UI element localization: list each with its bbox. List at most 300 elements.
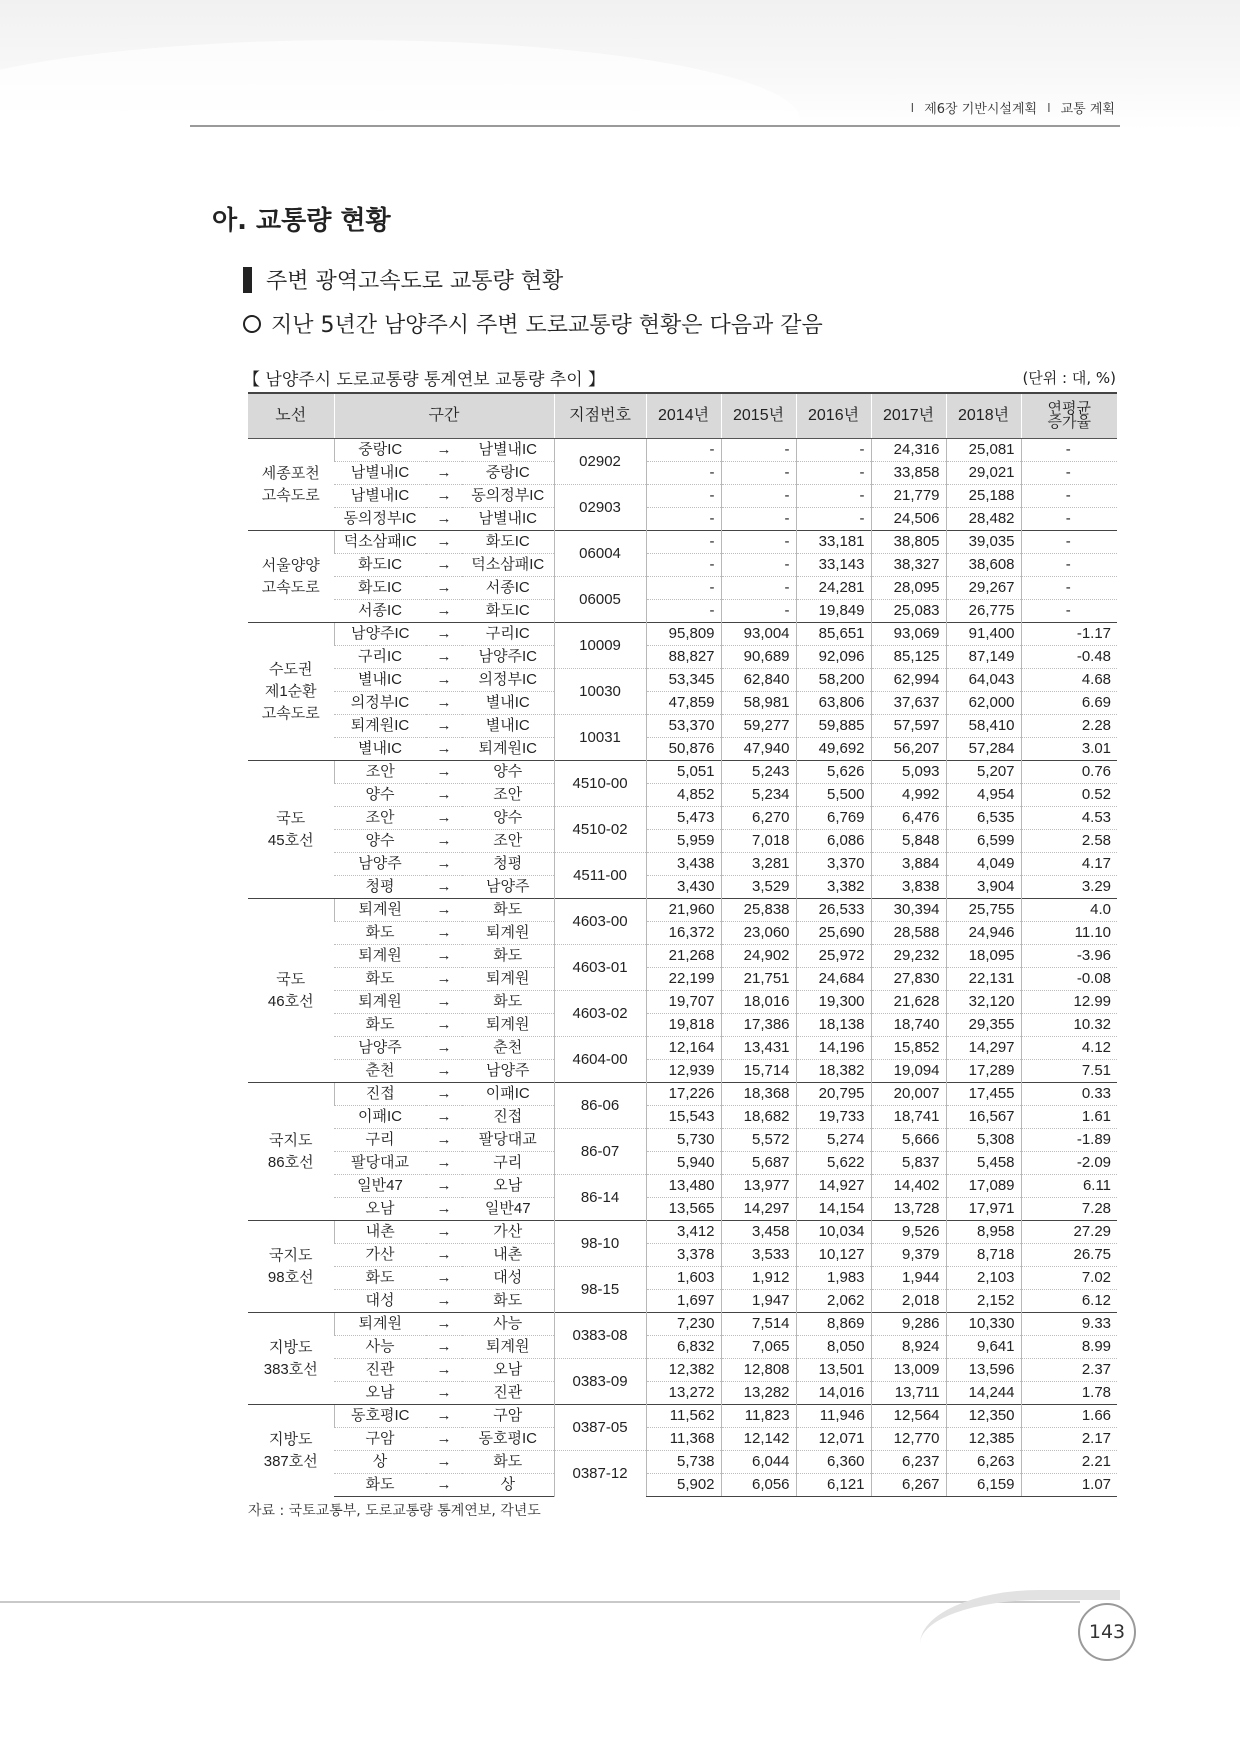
table-row	[248, 1198, 1117, 1221]
table-row	[248, 1313, 1117, 1336]
table-row	[248, 1175, 1117, 1198]
table-row	[248, 1152, 1117, 1175]
section-from-cell: 춘천	[334, 1060, 426, 1083]
value-2015-cell: 5,243	[721, 761, 796, 784]
table-row	[248, 899, 1117, 922]
value-2014-cell: 19,818	[646, 1014, 721, 1037]
value-2017-cell: 9,526	[871, 1221, 946, 1244]
value-2018-cell: 17,089	[946, 1175, 1021, 1198]
value-2017-cell: 5,848	[871, 830, 946, 853]
value-2016-cell: 20,795	[796, 1083, 871, 1106]
section-from-cell: 남별내IC	[334, 462, 426, 485]
value-2016-cell: 10,034	[796, 1221, 871, 1244]
value-2018-cell: 9,641	[946, 1336, 1021, 1359]
value-2015-cell: 21,751	[721, 968, 796, 991]
value-2018-cell: 28,482	[946, 508, 1021, 531]
table-header-row	[248, 393, 1117, 439]
table-row	[248, 462, 1117, 485]
value-2015-cell: 12,808	[721, 1359, 796, 1382]
arrow-icon: →	[426, 577, 462, 600]
header-2018: 2018년	[946, 393, 1021, 439]
section-from-cell: 의정부IC	[334, 692, 426, 715]
value-2014-cell: 16,372	[646, 922, 721, 945]
value-2018-cell: 25,081	[946, 439, 1021, 462]
value-2014-cell: 1,697	[646, 1290, 721, 1313]
route-name-cell: 수도권 제1순환 고속도로	[248, 623, 334, 761]
value-2016-cell: 58,200	[796, 669, 871, 692]
section-from-cell: 퇴계원	[334, 945, 426, 968]
route-name-cell: 지방도 387호선	[248, 1405, 334, 1497]
value-2014-cell: -	[646, 485, 721, 508]
growth-rate-cell: 4.12	[1021, 1037, 1117, 1060]
value-2015-cell: 6,270	[721, 807, 796, 830]
section-from-cell: 일반47	[334, 1175, 426, 1198]
section-from-cell: 구리IC	[334, 646, 426, 669]
value-2014-cell: 13,480	[646, 1175, 721, 1198]
value-2015-cell: 1,912	[721, 1267, 796, 1290]
point-code-cell: 4510-02	[554, 807, 646, 853]
value-2016-cell: 25,972	[796, 945, 871, 968]
table-row	[248, 623, 1117, 646]
table-row	[248, 1014, 1117, 1037]
growth-rate-cell: -	[1021, 508, 1117, 531]
value-2015-cell: 6,044	[721, 1451, 796, 1474]
value-2018-cell: 2,152	[946, 1290, 1021, 1313]
breadcrumb-chapter: 제6장 기반시설계획	[924, 102, 1038, 117]
table-row	[248, 600, 1117, 623]
value-2016-cell: 49,692	[796, 738, 871, 761]
growth-rate-cell: 7.28	[1021, 1198, 1117, 1221]
table-row	[248, 554, 1117, 577]
section-from-cell: 조안	[334, 761, 426, 784]
value-2016-cell: 19,849	[796, 600, 871, 623]
footer-divider	[0, 1601, 1080, 1603]
table-row	[248, 1290, 1117, 1313]
growth-rate-cell: 0.52	[1021, 784, 1117, 807]
point-code-cell: 4603-00	[554, 899, 646, 945]
value-2018-cell: 26,775	[946, 600, 1021, 623]
value-2016-cell: 5,622	[796, 1152, 871, 1175]
value-2017-cell: 62,994	[871, 669, 946, 692]
value-2014-cell: 21,960	[646, 899, 721, 922]
arrow-icon: →	[426, 1290, 462, 1313]
value-2015-cell: 18,368	[721, 1083, 796, 1106]
arrow-icon: →	[426, 1244, 462, 1267]
value-2015-cell: -	[721, 439, 796, 462]
arrow-icon: →	[426, 738, 462, 761]
growth-rate-cell: -	[1021, 439, 1117, 462]
value-2017-cell: 9,379	[871, 1244, 946, 1267]
growth-rate-cell: -	[1021, 531, 1117, 554]
point-code-cell: 10031	[554, 715, 646, 761]
header-2016: 2016년	[796, 393, 871, 439]
value-2015-cell: 3,281	[721, 853, 796, 876]
value-2017-cell: 19,094	[871, 1060, 946, 1083]
section-from-cell: 화도	[334, 1267, 426, 1290]
value-2018-cell: 3,904	[946, 876, 1021, 899]
value-2017-cell: 57,597	[871, 715, 946, 738]
value-2014-cell: 53,370	[646, 715, 721, 738]
arrow-icon: →	[426, 1405, 462, 1428]
table-row	[248, 646, 1117, 669]
table-row	[248, 1451, 1117, 1474]
value-2014-cell: 1,603	[646, 1267, 721, 1290]
value-2018-cell: 12,350	[946, 1405, 1021, 1428]
source-note: 자료 : 국토교통부, 도로교통량 통계연보, 각년도	[248, 1503, 541, 1519]
section-from-cell: 동의정부IC	[334, 508, 426, 531]
value-2016-cell: 11,946	[796, 1405, 871, 1428]
heading-bar-icon	[243, 267, 252, 293]
section-to-cell: 구암	[462, 1405, 554, 1428]
value-2015-cell: 62,840	[721, 669, 796, 692]
value-2014-cell: 7,230	[646, 1313, 721, 1336]
value-2015-cell: 11,823	[721, 1405, 796, 1428]
table-body	[248, 439, 1117, 1497]
value-2014-cell: -	[646, 600, 721, 623]
route-name-cell: 세종포천 고속도로	[248, 439, 334, 531]
arrow-icon: →	[426, 784, 462, 807]
table-row	[248, 968, 1117, 991]
value-2017-cell: 21,628	[871, 991, 946, 1014]
growth-rate-cell: 2.21	[1021, 1451, 1117, 1474]
section-from-cell: 화도	[334, 1474, 426, 1497]
table-row	[248, 1083, 1117, 1106]
arrow-icon: →	[426, 991, 462, 1014]
arrow-icon: →	[426, 807, 462, 830]
arrow-icon: →	[426, 1359, 462, 1382]
value-2018-cell: 8,718	[946, 1244, 1021, 1267]
value-2017-cell: 14,402	[871, 1175, 946, 1198]
value-2015-cell: -	[721, 508, 796, 531]
value-2016-cell: 18,382	[796, 1060, 871, 1083]
value-2016-cell: -	[796, 462, 871, 485]
value-2017-cell: 5,666	[871, 1129, 946, 1152]
value-2014-cell: -	[646, 439, 721, 462]
value-2015-cell: 14,297	[721, 1198, 796, 1221]
value-2016-cell: -	[796, 508, 871, 531]
value-2017-cell: 24,316	[871, 439, 946, 462]
value-2015-cell: 24,902	[721, 945, 796, 968]
arrow-icon: →	[426, 1129, 462, 1152]
section-to-cell: 화도	[462, 899, 554, 922]
table-row	[248, 577, 1117, 600]
subsection-heading	[243, 264, 563, 295]
growth-rate-cell: -	[1021, 554, 1117, 577]
value-2016-cell: 26,533	[796, 899, 871, 922]
arrow-icon: →	[426, 1428, 462, 1451]
value-2014-cell: 22,199	[646, 968, 721, 991]
value-2018-cell: 14,297	[946, 1037, 1021, 1060]
traffic-table	[248, 392, 1117, 1497]
table-row	[248, 439, 1117, 462]
value-2014-cell: 5,738	[646, 1451, 721, 1474]
section-from-cell: 서종IC	[334, 600, 426, 623]
section-from-cell: 퇴계원	[334, 899, 426, 922]
growth-rate-cell: 2.37	[1021, 1359, 1117, 1382]
value-2017-cell: 12,770	[871, 1428, 946, 1451]
growth-rate-cell: -0.48	[1021, 646, 1117, 669]
table-row	[248, 1129, 1117, 1152]
point-code-cell: 4603-02	[554, 991, 646, 1037]
value-2018-cell: 29,267	[946, 577, 1021, 600]
arrow-icon: →	[426, 922, 462, 945]
value-2015-cell: -	[721, 531, 796, 554]
section-to-cell: 오남	[462, 1175, 554, 1198]
growth-rate-cell: 2.17	[1021, 1428, 1117, 1451]
section-from-cell: 남별내IC	[334, 485, 426, 508]
growth-rate-cell: 4.68	[1021, 669, 1117, 692]
value-2015-cell: -	[721, 485, 796, 508]
value-2017-cell: 15,852	[871, 1037, 946, 1060]
value-2015-cell: 3,529	[721, 876, 796, 899]
value-2015-cell: 13,977	[721, 1175, 796, 1198]
arrow-icon: →	[426, 1037, 462, 1060]
arrow-icon: →	[426, 830, 462, 853]
section-to-cell: 퇴계원	[462, 1336, 554, 1359]
growth-rate-cell: 10.32	[1021, 1014, 1117, 1037]
route-name-cell: 국도 45호선	[248, 761, 334, 899]
table-row	[248, 715, 1117, 738]
value-2017-cell: 85,125	[871, 646, 946, 669]
table-row	[248, 1221, 1117, 1244]
value-2017-cell: 18,741	[871, 1106, 946, 1129]
value-2017-cell: 5,837	[871, 1152, 946, 1175]
point-code-cell: 0387-05	[554, 1405, 646, 1451]
table-row	[248, 853, 1117, 876]
section-to-cell: 구리IC	[462, 623, 554, 646]
route-name-cell: 국지도 98호선	[248, 1221, 334, 1313]
value-2017-cell: 56,207	[871, 738, 946, 761]
point-code-cell: 4604-00	[554, 1037, 646, 1083]
header-growth-rate: 연평균 증가율	[1021, 393, 1117, 439]
value-2016-cell: 6,121	[796, 1474, 871, 1497]
growth-rate-cell: 7.02	[1021, 1267, 1117, 1290]
value-2016-cell: 3,370	[796, 853, 871, 876]
value-2016-cell: 19,300	[796, 991, 871, 1014]
value-2018-cell: 25,188	[946, 485, 1021, 508]
section-from-cell: 별내IC	[334, 669, 426, 692]
point-code-cell: 4511-00	[554, 853, 646, 899]
value-2016-cell: 85,651	[796, 623, 871, 646]
growth-rate-cell: 1.78	[1021, 1382, 1117, 1405]
section-to-cell: 가산	[462, 1221, 554, 1244]
section-to-cell: 동호평IC	[462, 1428, 554, 1451]
point-code-cell: 0383-09	[554, 1359, 646, 1405]
table-row	[248, 1428, 1117, 1451]
value-2015-cell: 58,981	[721, 692, 796, 715]
point-code-cell: 10030	[554, 669, 646, 715]
table-row	[248, 1359, 1117, 1382]
value-2014-cell: 4,852	[646, 784, 721, 807]
section-to-cell: 화도IC	[462, 531, 554, 554]
section-from-cell: 덕소삼패IC	[334, 531, 426, 554]
value-2017-cell: 3,838	[871, 876, 946, 899]
value-2018-cell: 6,535	[946, 807, 1021, 830]
value-2016-cell: 33,181	[796, 531, 871, 554]
table-row	[248, 945, 1117, 968]
value-2018-cell: 87,149	[946, 646, 1021, 669]
value-2016-cell: 8,050	[796, 1336, 871, 1359]
section-from-cell: 화도	[334, 922, 426, 945]
arrow-icon: →	[426, 669, 462, 692]
value-2016-cell: 5,274	[796, 1129, 871, 1152]
value-2016-cell: 59,885	[796, 715, 871, 738]
value-2015-cell: 18,016	[721, 991, 796, 1014]
section-to-cell: 퇴계원	[462, 922, 554, 945]
value-2017-cell: 1,944	[871, 1267, 946, 1290]
arrow-icon: →	[426, 945, 462, 968]
growth-rate-cell: 2.58	[1021, 830, 1117, 853]
value-2017-cell: 24,506	[871, 508, 946, 531]
section-from-cell: 양수	[334, 784, 426, 807]
section-from-cell: 중랑IC	[334, 439, 426, 462]
value-2018-cell: 12,385	[946, 1428, 1021, 1451]
table-row	[248, 807, 1117, 830]
value-2015-cell: -	[721, 554, 796, 577]
arrow-icon: →	[426, 1221, 462, 1244]
value-2017-cell: 9,286	[871, 1313, 946, 1336]
table-row	[248, 1267, 1117, 1290]
value-2015-cell: -	[721, 577, 796, 600]
section-title: 아. 교통량 현황	[212, 206, 391, 236]
header-2015: 2015년	[721, 393, 796, 439]
value-2016-cell: 5,500	[796, 784, 871, 807]
section-from-cell: 오남	[334, 1198, 426, 1221]
value-2018-cell: 17,455	[946, 1083, 1021, 1106]
value-2016-cell: -	[796, 439, 871, 462]
section-to-cell: 진접	[462, 1106, 554, 1129]
arrow-icon: →	[426, 853, 462, 876]
growth-rate-cell: 27.29	[1021, 1221, 1117, 1244]
section-from-cell: 내촌	[334, 1221, 426, 1244]
table-row	[248, 991, 1117, 1014]
section-from-cell: 남양주IC	[334, 623, 426, 646]
value-2017-cell: 38,327	[871, 554, 946, 577]
value-2017-cell: 38,805	[871, 531, 946, 554]
point-code-cell: 06004	[554, 531, 646, 577]
section-from-cell: 양수	[334, 830, 426, 853]
point-code-cell: 0383-08	[554, 1313, 646, 1359]
value-2014-cell: 53,345	[646, 669, 721, 692]
section-to-cell: 양수	[462, 807, 554, 830]
section-to-cell: 퇴계원	[462, 968, 554, 991]
table-row	[248, 1474, 1117, 1497]
section-to-cell: 남양주	[462, 1060, 554, 1083]
arrow-icon: →	[426, 600, 462, 623]
value-2018-cell: 2,103	[946, 1267, 1021, 1290]
route-name-cell: 지방도 383호선	[248, 1313, 334, 1405]
value-2015-cell: 7,514	[721, 1313, 796, 1336]
value-2016-cell: 18,138	[796, 1014, 871, 1037]
value-2017-cell: 13,711	[871, 1382, 946, 1405]
value-2014-cell: 88,827	[646, 646, 721, 669]
value-2016-cell: 10,127	[796, 1244, 871, 1267]
section-from-cell: 구리	[334, 1129, 426, 1152]
value-2015-cell: 59,277	[721, 715, 796, 738]
table-row	[248, 531, 1117, 554]
section-from-cell: 화도IC	[334, 554, 426, 577]
value-2017-cell: 18,740	[871, 1014, 946, 1037]
section-to-cell: 남양주	[462, 876, 554, 899]
table-row	[248, 738, 1117, 761]
header-2017: 2017년	[871, 393, 946, 439]
section-to-cell: 화도IC	[462, 600, 554, 623]
table-row	[248, 1037, 1117, 1060]
breadcrumb-separator: I	[910, 100, 915, 115]
value-2014-cell: 15,543	[646, 1106, 721, 1129]
section-from-cell: 팔당대교	[334, 1152, 426, 1175]
value-2018-cell: 39,035	[946, 531, 1021, 554]
growth-rate-cell: 3.29	[1021, 876, 1117, 899]
value-2017-cell: 6,237	[871, 1451, 946, 1474]
value-2015-cell: -	[721, 462, 796, 485]
growth-rate-cell: 11.10	[1021, 922, 1117, 945]
value-2018-cell: 10,330	[946, 1313, 1021, 1336]
value-2016-cell: 3,382	[796, 876, 871, 899]
value-2014-cell: 3,378	[646, 1244, 721, 1267]
growth-rate-cell: 12.99	[1021, 991, 1117, 1014]
value-2016-cell: 33,143	[796, 554, 871, 577]
arrow-icon: →	[426, 761, 462, 784]
growth-rate-cell: 0.33	[1021, 1083, 1117, 1106]
growth-rate-cell: 1.66	[1021, 1405, 1117, 1428]
arrow-icon: →	[426, 554, 462, 577]
value-2015-cell: 47,940	[721, 738, 796, 761]
table-row	[248, 692, 1117, 715]
arrow-icon: →	[426, 439, 462, 462]
value-2018-cell: 5,308	[946, 1129, 1021, 1152]
header-route: 노선	[248, 393, 334, 439]
value-2015-cell: 25,838	[721, 899, 796, 922]
table-row	[248, 761, 1117, 784]
arrow-icon: →	[426, 1198, 462, 1221]
arrow-icon: →	[426, 1474, 462, 1497]
value-2017-cell: 21,779	[871, 485, 946, 508]
section-from-cell: 화도	[334, 1014, 426, 1037]
value-2015-cell: 3,458	[721, 1221, 796, 1244]
value-2018-cell: 13,596	[946, 1359, 1021, 1382]
value-2018-cell: 5,458	[946, 1152, 1021, 1175]
header-divider	[190, 125, 1120, 127]
section-to-cell: 별내IC	[462, 692, 554, 715]
arrow-icon: →	[426, 1175, 462, 1198]
header-2014: 2014년	[646, 393, 721, 439]
section-from-cell: 남양주	[334, 1037, 426, 1060]
value-2014-cell: 5,940	[646, 1152, 721, 1175]
value-2015-cell: 3,533	[721, 1244, 796, 1267]
value-2015-cell: 12,142	[721, 1428, 796, 1451]
point-code-cell: 98-10	[554, 1221, 646, 1267]
breadcrumb	[911, 98, 1115, 117]
point-code-cell: 06005	[554, 577, 646, 623]
value-2018-cell: 58,410	[946, 715, 1021, 738]
table-row	[248, 1382, 1117, 1405]
value-2016-cell: 63,806	[796, 692, 871, 715]
value-2014-cell: 3,412	[646, 1221, 721, 1244]
section-to-cell: 일반47	[462, 1198, 554, 1221]
growth-rate-cell: 1.07	[1021, 1474, 1117, 1497]
section-to-cell: 구리	[462, 1152, 554, 1175]
growth-rate-cell: 0.76	[1021, 761, 1117, 784]
section-to-cell: 남별내IC	[462, 439, 554, 462]
value-2017-cell: 8,924	[871, 1336, 946, 1359]
growth-rate-cell: 6.11	[1021, 1175, 1117, 1198]
value-2014-cell: 50,876	[646, 738, 721, 761]
arrow-icon: →	[426, 508, 462, 531]
section-to-cell: 의정부IC	[462, 669, 554, 692]
section-to-cell: 내촌	[462, 1244, 554, 1267]
point-code-cell: 02903	[554, 485, 646, 531]
